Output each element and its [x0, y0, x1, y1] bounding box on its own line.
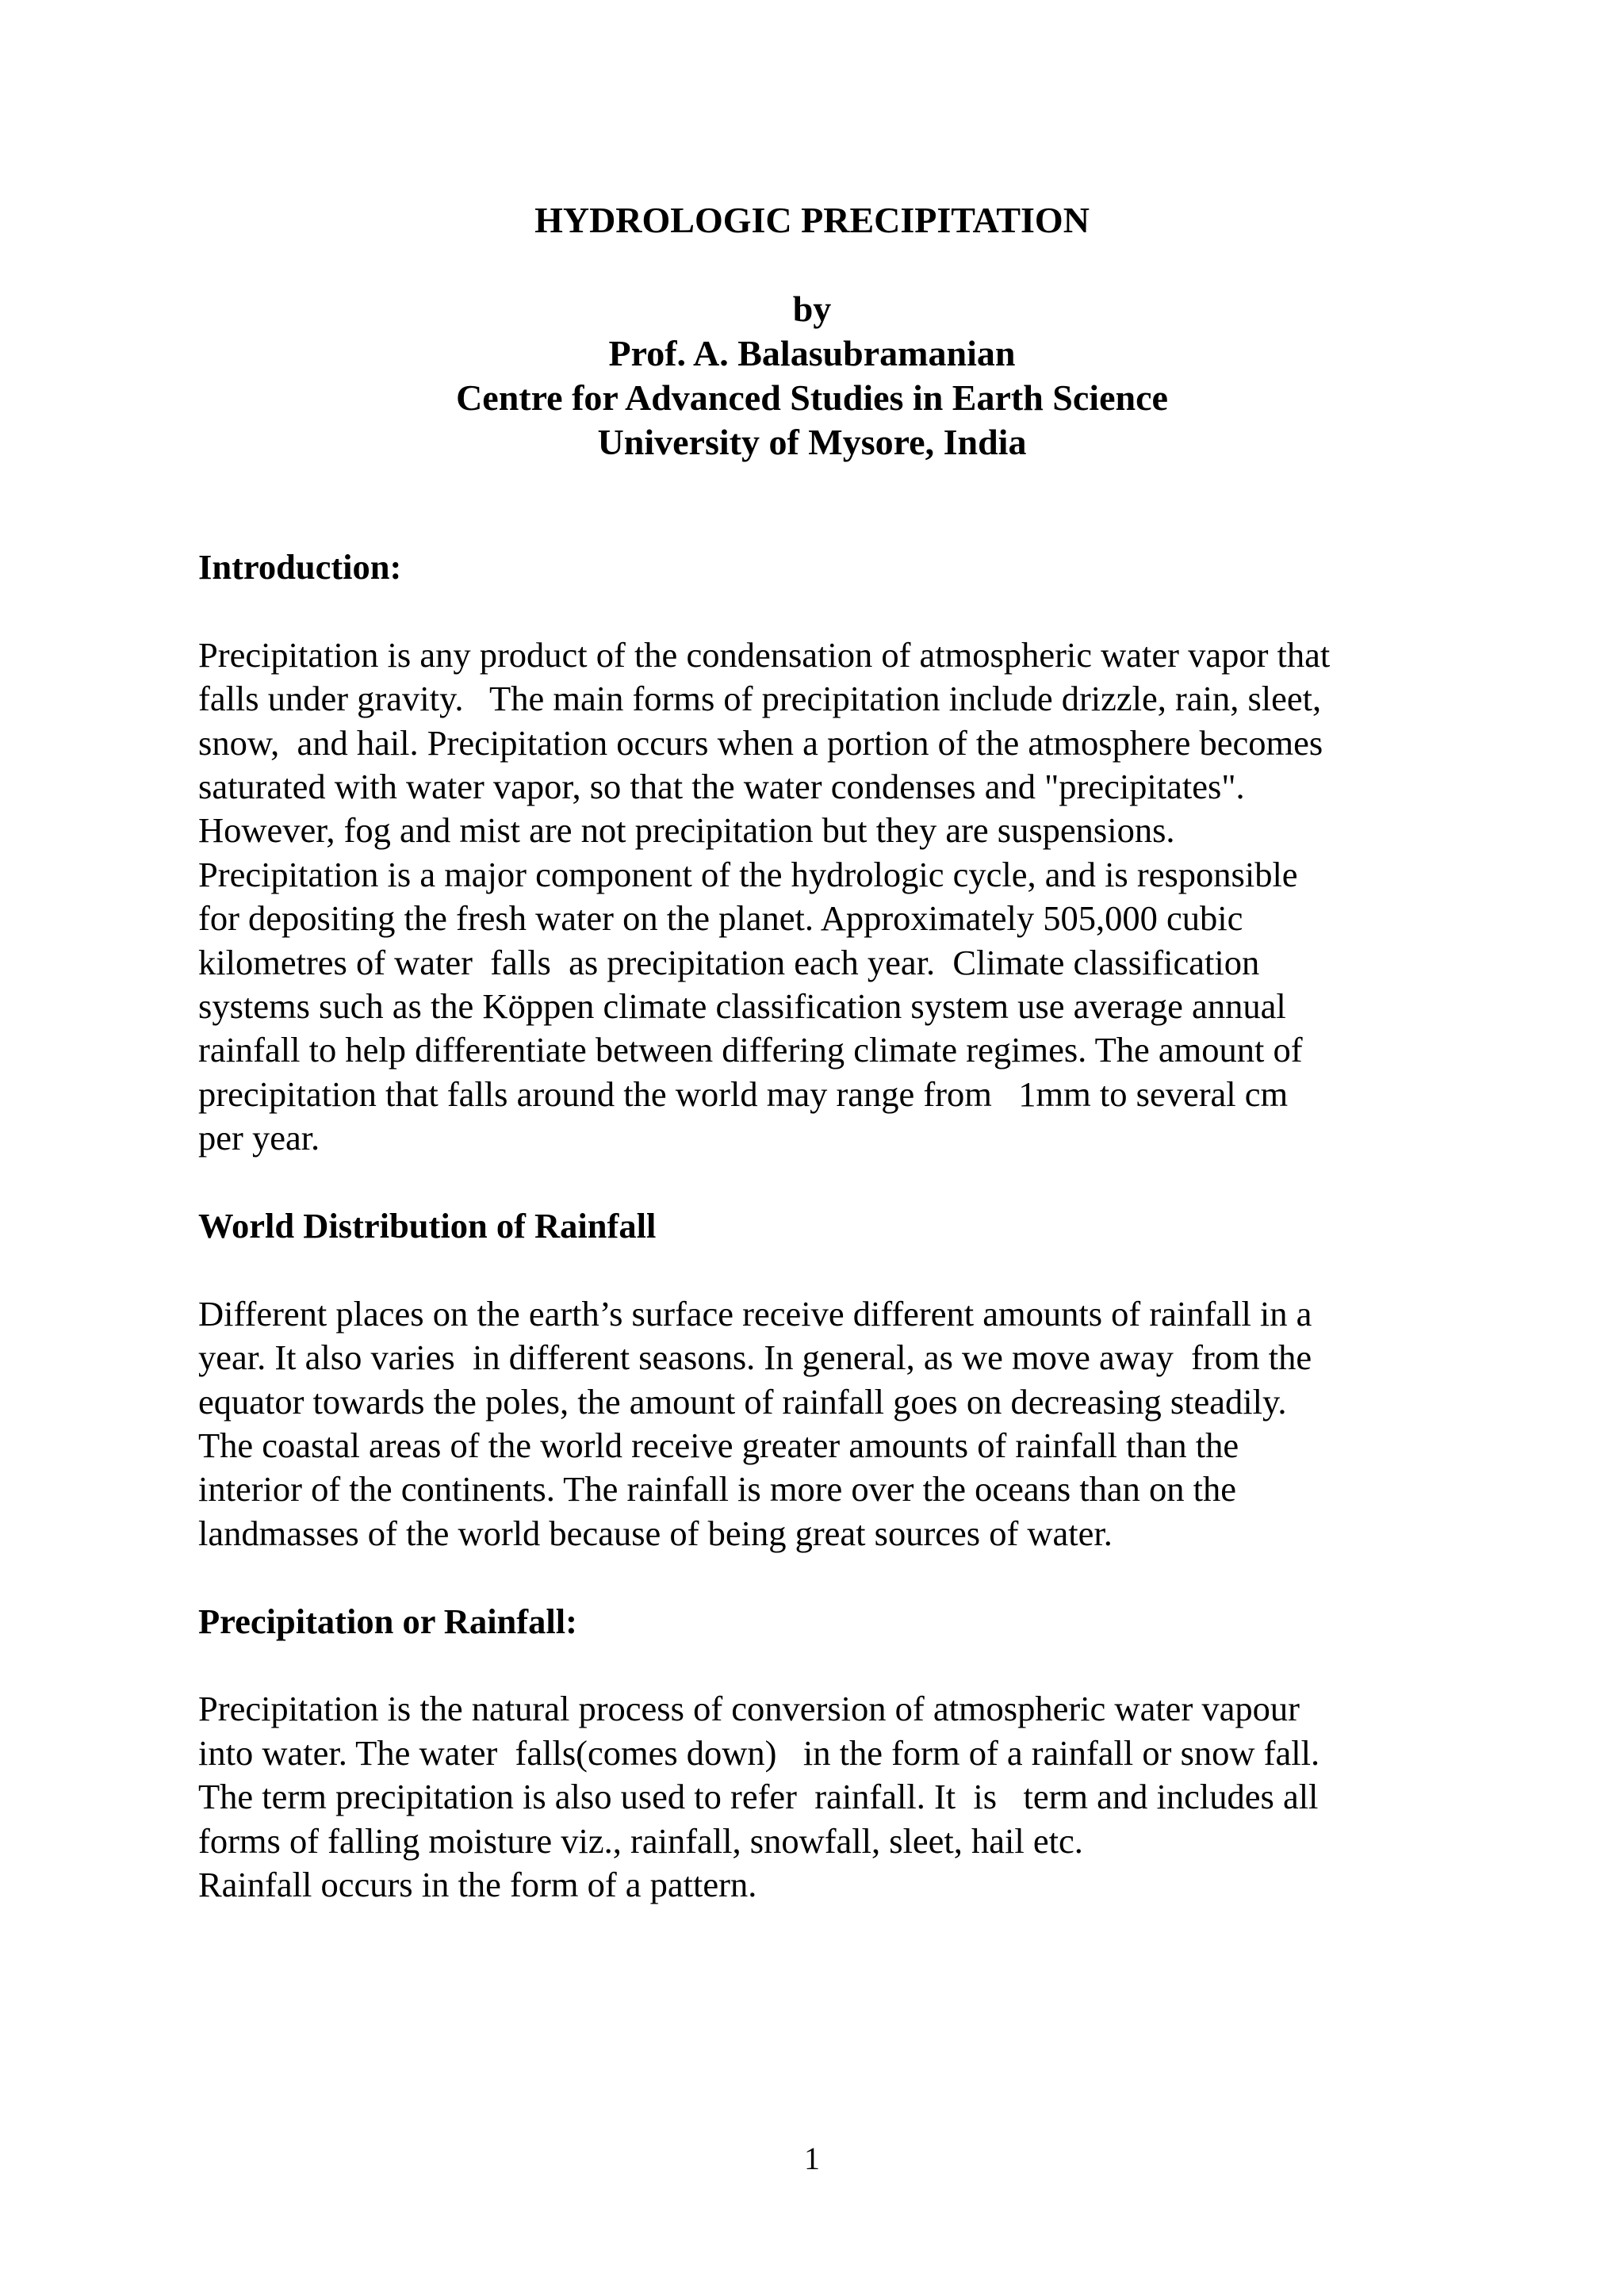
- text-line: Precipitation is any product of the condensation of atmospheric water vapor that: [198, 634, 1331, 675]
- text-line: precipitation that falls around the world may range from 1mm to several cm: [198, 1073, 1289, 1114]
- section-heading-introduction: Introduction:: [198, 547, 402, 587]
- text-line: landmasses of the world because of being great sources of water.: [198, 1513, 1113, 1553]
- text-line: The coastal areas of the world receive greater amounts of rainfall than the: [198, 1425, 1239, 1466]
- text-line: falls under gravity. The main forms of precipitation include drizzle, rain, sleet,: [198, 679, 1322, 719]
- text-line: rainfall to help differentiate between differing climate regimes. The amount of: [198, 1030, 1303, 1070]
- text-line: interior of the continents. The rainfall is more over the oceans than on the: [198, 1469, 1237, 1510]
- document-title: HYDROLOGIC PRECIPITATION: [534, 200, 1090, 240]
- author-affiliation: Centre for Advanced Studies in Earth Science: [456, 377, 1168, 418]
- text-line: into water. The water falls(comes down) in the form of a rainfall or snow fall.: [198, 1732, 1320, 1773]
- precipitation-paragraph: [198, 1687, 1443, 1907]
- text-line: year. It also varies in different seasons. In general, as we move away from the: [198, 1337, 1312, 1378]
- text-line: snow, and hail. Precipitation occurs when a portion of the atmosphere becomes: [198, 722, 1323, 763]
- author-name: Prof. A. Balasubramanian: [608, 333, 1016, 373]
- text-line: per year.: [198, 1118, 320, 1158]
- document-body: [198, 545, 1443, 1908]
- section-heading-world-distribution: World Distribution of Rainfall: [198, 1206, 657, 1246]
- by-line: by: [792, 289, 832, 329]
- text-line: forms of falling moisture viz., rainfall, snowfall, sleet, hail etc.: [198, 1820, 1083, 1861]
- text-line: saturated with water vapor, so that the water condenses and "precipitates".: [198, 767, 1245, 807]
- world-distribution-paragraph: [198, 1292, 1443, 1556]
- text-line: Precipitation is the natural process of conversion of atmospheric water vapour: [198, 1689, 1300, 1729]
- page-number: 1: [804, 2141, 820, 2176]
- text-line: kilometres of water falls as precipitation each year. Climate classification: [198, 942, 1260, 982]
- author-block: [0, 287, 1624, 465]
- text-line: The term precipitation is also used to refer rainfall. It is term and includes all: [198, 1777, 1319, 1817]
- text-line: Precipitation is a major component of the hydrologic cycle, and is responsible: [198, 854, 1298, 894]
- author-university: University of Mysore, India: [597, 422, 1027, 462]
- section-heading-precipitation-or-rainfall: Precipitation or Rainfall:: [198, 1601, 577, 1641]
- text-line: systems such as the Köppen climate classification system use average annual: [198, 986, 1286, 1027]
- text-line: Different places on the earth’s surface receive different amounts of rainfall in a: [198, 1293, 1312, 1334]
- text-line: However, fog and mist are not precipitation but they are suspensions.: [198, 810, 1175, 851]
- text-line: equator towards the poles, the amount of rainfall goes on decreasing steadily.: [198, 1381, 1287, 1422]
- introduction-paragraph: [198, 633, 1443, 1161]
- text-line: for depositing the fresh water on the planet. Approximately 505,000 cubic: [198, 898, 1243, 939]
- text-line: Rainfall occurs in the form of a pattern.: [198, 1865, 757, 1905]
